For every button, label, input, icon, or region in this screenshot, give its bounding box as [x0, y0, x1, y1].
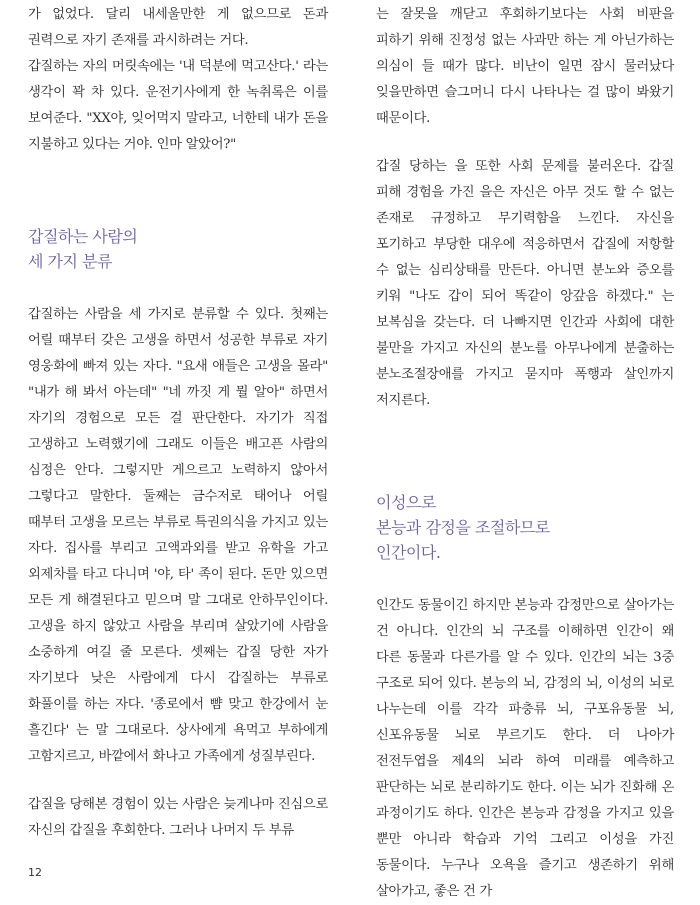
left-column: [28, 0, 328, 844]
heading-right-line-3: 인간이다.: [376, 543, 441, 562]
page-number: 12: [28, 866, 42, 879]
left-paragraph-4: 갑질을 당해본 경험이 있는 사람은 늦게나마 진심으로 자신의 갑질을 후회한다. 그러나 나머지 두 부류: [28, 797, 328, 838]
heading-right-line-1: 이성으로: [376, 493, 436, 512]
left-paragraph-3: 갑질하는 사람을 세 가지로 분류할 수 있다. 첫째는 어릴 때부터 갖은 고생을 하면서 성공한 부류로 자기 영웅화에 빠져 있는 자다. "요새 애들은 고생을 몰라" "내가 해 봐서 아는데" "네 까짓 게 뭘 알아" 하면서 자기의 경험으로 모든 걸 판단한다. 자기가 직접 고생하고 노력했기에 그래도 이들은 배고픈 사람의 심정은 안다. 그렇지만 게으르고 노력하지 않아서 그렇다고 말한다. 둘째는 금수저로 태어나 어릴 때부터 고생을 모르는 부류로 특권의식을 가지고 있는 자다. 집사를 부리고 고액과외를 받고 유학을 가고 외제차를 타고 다니며 '야, 타' 족이 된다. 돈만 있으면 모든 게 해결된다고 믿으며 말 그대로 안하무인이다. 고생을 하지 않았고 사람을 부리며 살았기에 사람을 소중하게 여길 줄 모른다. 셋째는 갑질 당한 자가 자기보다 낮은 사람에게 다시 갑질하는 부류로 화풀이를 하는 자다. '종로에서 뺨 맞고 한강에서 눈 흘긴다' 는 말 그대로다. 상사에게 욕먹고 부하에게 고함지르고, 바깥에서 화나고 가족에게 성질부린다.: [28, 307, 328, 764]
right-paragraph-3: 인간도 동물이긴 하지만 본능과 감정만으로 살아가는 건 아니다. 인간의 뇌 구조를 이해하면 인간이 왜 다른 동물과 다른가를 알 수 있다. 인간의 뇌는 3중 구조로 되어 있다. 본능의 뇌, 감정의 뇌, 이성의 뇌로 나누는데 이를 각각 파충류 뇌, 구포유동물 뇌, 신포유동물 뇌로 부르기도 한다. 더 나아가 전전두엽을 제4의 뇌라 하여 미래를 예측하고 판단하는 뇌로 분리하기도 한다. 이는 뇌가 진화해 온 과정이기도 하다. 인간은 본능과 감정을 가지고 있을 뿐만 아니라 학습과 기억 그리고 이성을 가진 동물이다. 누구나 오욕을 즐기고 생존하기 위해 살아가고, 좋은 건 가: [376, 598, 674, 899]
heading-right-line-2: 본능과 감정을 조절하므로: [376, 518, 550, 537]
section-heading-left: [28, 224, 328, 274]
right-column: [376, 0, 674, 905]
left-paragraph-2: 갑질하는 자의 머릿속에는 '내 덕분에 먹고산다.' 라는 생각이 꽉 차 있다. 운전기사에게 한 녹취록은 이를 보여준다. "XX야, 잊어먹지 말라고, 너한테 내가 돈을 지불하고 있다는 거야. 인마 알았어?": [28, 59, 328, 152]
heading-left-line-2: 세 가지 분류: [28, 252, 112, 271]
section-heading-right: [376, 490, 674, 565]
heading-left-line-1: 갑질하는 사람의: [28, 227, 138, 246]
right-paragraph-1: 는 잘못을 깨닫고 후회하기보다는 사회 비판을 피하기 위해 진정성 없는 사과만 하는 게 아닌가하는 의심이 들 때가 많다. 비난이 일면 잠시 물러났다 잊을만하면 슬그머니 다시 나타나는 걸 많이 봐왔기 때문이다.: [376, 7, 674, 126]
left-paragraph-1: 가 없었다. 달리 내세울만한 게 없으므로 돈과 권력으로 자기 존재를 과시하려는 거다.: [28, 7, 328, 48]
right-paragraph-2: 갑질 당하는 을 또한 사회 문제를 불러온다. 갑질 피해 경험을 가진 을은 자신은 아무 것도 할 수 없는 존재로 규정하고 무기력함을 느낀다. 자신을 포기하고 부당한 대우에 적응하면서 갑질에 저항할 수 없는 심리상태를 만든다. 아니면 분노와 증오를 키워 "나도 갑이 되어 똑같이 앙갚음 하겠다." 는 보복심을 갖는다. 더 나빠지면 인간과 사회에 대한 불만을 가지고 자신의 분노를 아무나에게 분출하는 분노조절장애를 가지고 묻지마 폭행과 살인까지 저지른다.: [376, 159, 674, 408]
